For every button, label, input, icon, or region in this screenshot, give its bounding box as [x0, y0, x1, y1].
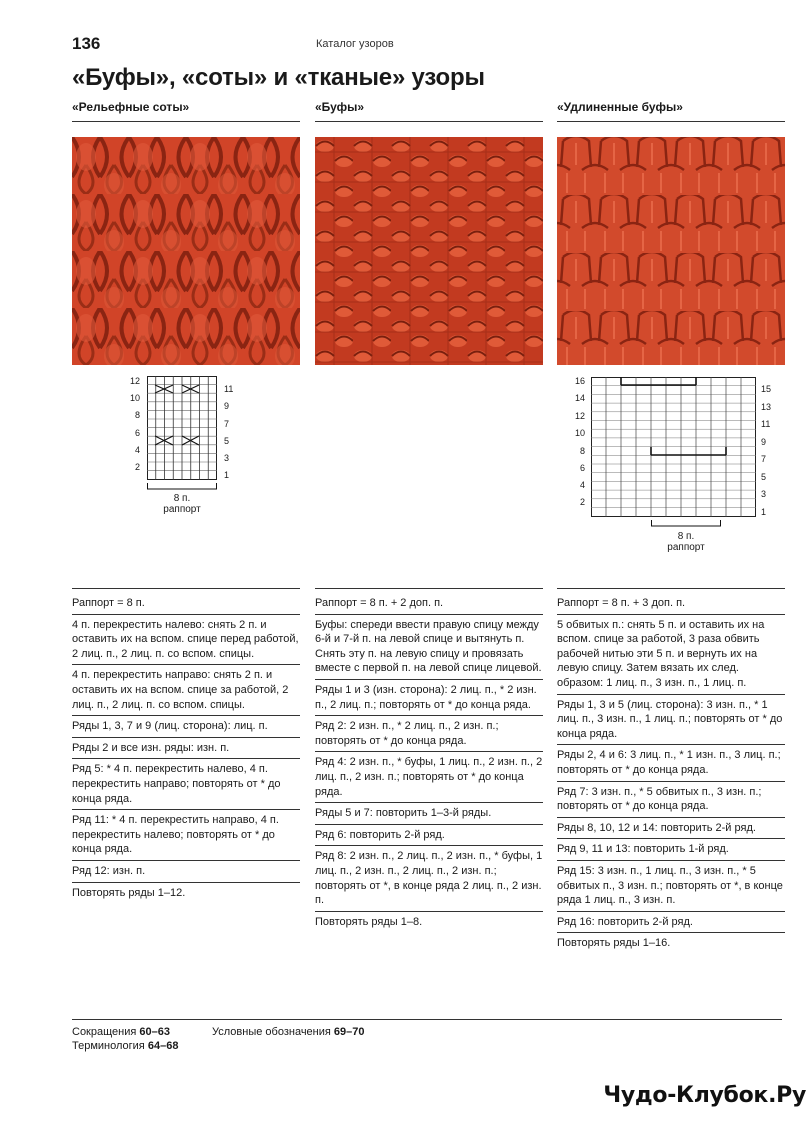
instruction-paragraph: Ряд 11: * 4 п. перекрестить направо, 4 п. перекрестить налево; повторять от * до конца ряда. — [72, 809, 300, 860]
instruction-paragraph: Ряд 6: повторить 2-й ряд. — [315, 824, 543, 846]
row-number: 2 — [134, 462, 140, 472]
row-number: 8 — [134, 410, 140, 420]
row-number: 4 — [134, 445, 140, 455]
row-number: 6 — [579, 463, 585, 473]
section-title: Каталог узоров — [316, 38, 394, 50]
row-number: 11 — [761, 419, 771, 429]
instruction-paragraph: Ряд 9, 11 и 13: повторить 1-й ряд. — [557, 838, 785, 860]
swatch-photo-puffs — [315, 137, 543, 365]
instruction-paragraph: Ряд 8: 2 изн. п., 2 лиц. п., 2 изн. п., * буфы, 1 лиц. п., 2 изн. п., 2 лиц. п., 2 изн. п.; повторять от *, в конце ряда 2 лиц. п., 2 изн. п. — [315, 845, 543, 910]
row-number: 9 — [761, 437, 767, 447]
row-number: 6 — [134, 428, 140, 438]
row-number: 3 — [224, 453, 230, 463]
pattern-title-honeycomb: «Рельефные соты» — [72, 100, 190, 114]
row-number: 12 — [574, 411, 585, 421]
footer-link-label: Терминология — [72, 1040, 145, 1052]
instruction-paragraph: Ряды 2 и все изн. ряды: изн. п. — [72, 737, 300, 759]
page-title: «Буфы», «соты» и «тканые» узоры — [72, 64, 485, 91]
page-number: 136 — [72, 34, 101, 53]
instruction-paragraph: 4 п. перекрестить направо: снять 2 п. и оставить их на вспом. спице за работой, 2 лиц. п., 2 лиц. п. со вспом. спицы. — [72, 664, 300, 715]
footer-terminology[interactable] — [72, 1039, 178, 1053]
instruction-paragraph: Ряд 2: 2 изн. п., * 2 лиц. п., 2 изн. п.; повторять от * до конца ряда. — [315, 715, 543, 751]
row-number: 12 — [129, 376, 140, 386]
repeat-count: 8 п. — [677, 531, 695, 542]
divider — [557, 121, 785, 122]
pattern-title-long-puffs: «Удлиненные буфы» — [557, 100, 683, 114]
divider — [72, 588, 300, 589]
instruction-paragraph: Ряды 8, 10, 12 и 14: повторить 2-й ряд. — [557, 817, 785, 839]
instruction-paragraph: Ряды 2, 4 и 6: 3 лиц. п., * 1 изн. п., 3 лиц. п.; повторять от * до конца ряда. — [557, 744, 785, 780]
row-number: 16 — [574, 376, 585, 386]
instruction-paragraph: Раппорт = 8 п. — [72, 597, 145, 609]
instruction-paragraph: 5 обвитых п.: снять 5 п. и оставить их на вспом. спице за работой, 3 раза обвить рабочей нитью эти 5 п. и вернуть их на левую спицу. Затем вязать их след. образом: 1 лиц. п., 3 изн. п., 1 лиц. п. — [557, 614, 785, 694]
footer-symbols[interactable] — [212, 1025, 365, 1039]
repeat-label: раппорт — [667, 542, 705, 553]
instruction-paragraph: Ряд 5: * 4 п. перекрестить налево, 4 п. перекрестить направо; повторять от * до конца ряда. — [72, 758, 300, 809]
instruction-paragraph: Ряд 4: 2 изн. п., * буфы, 1 лиц. п., 2 изн. п., 2 лиц. п., 2 изн. п.; повторять от * до конца ряда. — [315, 751, 543, 802]
footer-link-pages: 69–70 — [333, 1026, 365, 1038]
row-number: 7 — [224, 419, 230, 429]
instruction-paragraph: Ряды 5 и 7: повторить 1–3-й ряды. — [315, 802, 543, 824]
row-number: 5 — [224, 436, 230, 446]
divider — [72, 121, 300, 122]
instructions-puffs — [315, 593, 543, 932]
repeat-count: 8 п. — [173, 493, 191, 504]
instruction-paragraph: Ряд 7: 3 изн. п., * 5 обвитых п., 3 изн. п.; повторять от * до конца ряда. — [557, 781, 785, 817]
instruction-paragraph: Раппорт = 8 п. + 2 доп. п. — [315, 597, 444, 609]
footer-link-label: Условные обозначения — [212, 1026, 331, 1038]
instruction-paragraph: Ряды 1, 3 и 5 (лиц. сторона): 3 изн. п., * 1 лиц. п., 3 изн. п., 1 лиц. п.; повторять от * до конца ряда. — [557, 694, 785, 745]
instruction-paragraph: Повторять ряды 1–16. — [557, 932, 785, 954]
swatch-photo-long-puffs — [557, 137, 785, 365]
divider — [315, 121, 543, 122]
instruction-paragraph: 4 п. перекрестить налево: снять 2 п. и оставить их на вспом. спице перед работой, 2 лиц. п., 2 лиц. п. со вспом. спицы. — [72, 614, 300, 665]
repeat-bracket — [147, 483, 217, 493]
footer-abbreviations[interactable] — [72, 1025, 170, 1039]
repeat-bracket — [651, 520, 721, 530]
row-number: 14 — [574, 393, 585, 403]
site-watermark: Чудо-Клубок.Ру — [603, 1083, 806, 1108]
instructions-honeycomb — [72, 593, 300, 903]
row-number: 15 — [761, 384, 772, 394]
footer-link-pages: 64–68 — [147, 1040, 179, 1052]
row-number: 11 — [224, 384, 234, 394]
swatch-photo-honeycomb — [72, 137, 300, 365]
row-number: 9 — [224, 401, 230, 411]
instruction-paragraph: Ряды 1, 3, 7 и 9 (лиц. сторона): лиц. п. — [72, 715, 300, 737]
row-number: 10 — [129, 393, 140, 403]
instruction-paragraph: Буфы: спереди ввести правую спицу между 6-й и 7-й п. на левой спице и вытянуть п. Снять эту п. на левую спицу и провязать вместе с первой п. на левой спице лицевой. — [315, 614, 543, 679]
instruction-paragraph: Ряд 15: 3 изн. п., 1 лиц. п., 3 изн. п., * 5 обвитых п., 3 изн. п.; повторять от *, в конце ряда 1 лиц. п., 3 изн. п. — [557, 860, 785, 911]
row-number: 1 — [761, 507, 767, 517]
chart-grid — [591, 377, 756, 517]
instruction-paragraph: Повторять ряды 1–12. — [72, 882, 300, 904]
row-number: 2 — [579, 497, 585, 507]
chart-long-puffs — [565, 374, 775, 560]
row-number: 7 — [761, 454, 767, 464]
row-number: 3 — [761, 489, 767, 499]
chart-grid — [147, 376, 217, 480]
divider — [315, 588, 543, 589]
footer-link-label: Сокращения — [72, 1026, 137, 1038]
instruction-paragraph: Раппорт = 8 п. + 3 доп. п. — [557, 597, 686, 609]
pattern-title-puffs: «Буфы» — [315, 100, 365, 114]
instructions-long-puffs — [557, 593, 785, 954]
footer-link-pages: 60–63 — [139, 1026, 170, 1038]
divider — [557, 588, 785, 589]
row-number: 5 — [761, 472, 767, 482]
row-number: 13 — [761, 402, 772, 412]
repeat-label: раппорт — [163, 504, 201, 515]
instruction-paragraph: Ряд 16: повторить 2-й ряд. — [557, 911, 785, 933]
footer-divider — [72, 1019, 782, 1020]
row-number: 1 — [224, 470, 230, 480]
instruction-paragraph: Повторять ряды 1–8. — [315, 911, 543, 933]
instruction-paragraph: Ряд 12: изн. п. — [72, 860, 300, 882]
row-number: 4 — [579, 480, 585, 490]
row-number: 10 — [574, 428, 585, 438]
instruction-paragraph: Ряды 1 и 3 (изн. сторона): 2 лиц. п., * 2 изн. п., 2 лиц. п.; повторять от * до конца ряда. — [315, 679, 543, 715]
row-number: 8 — [579, 446, 585, 456]
chart-honeycomb — [120, 372, 250, 522]
